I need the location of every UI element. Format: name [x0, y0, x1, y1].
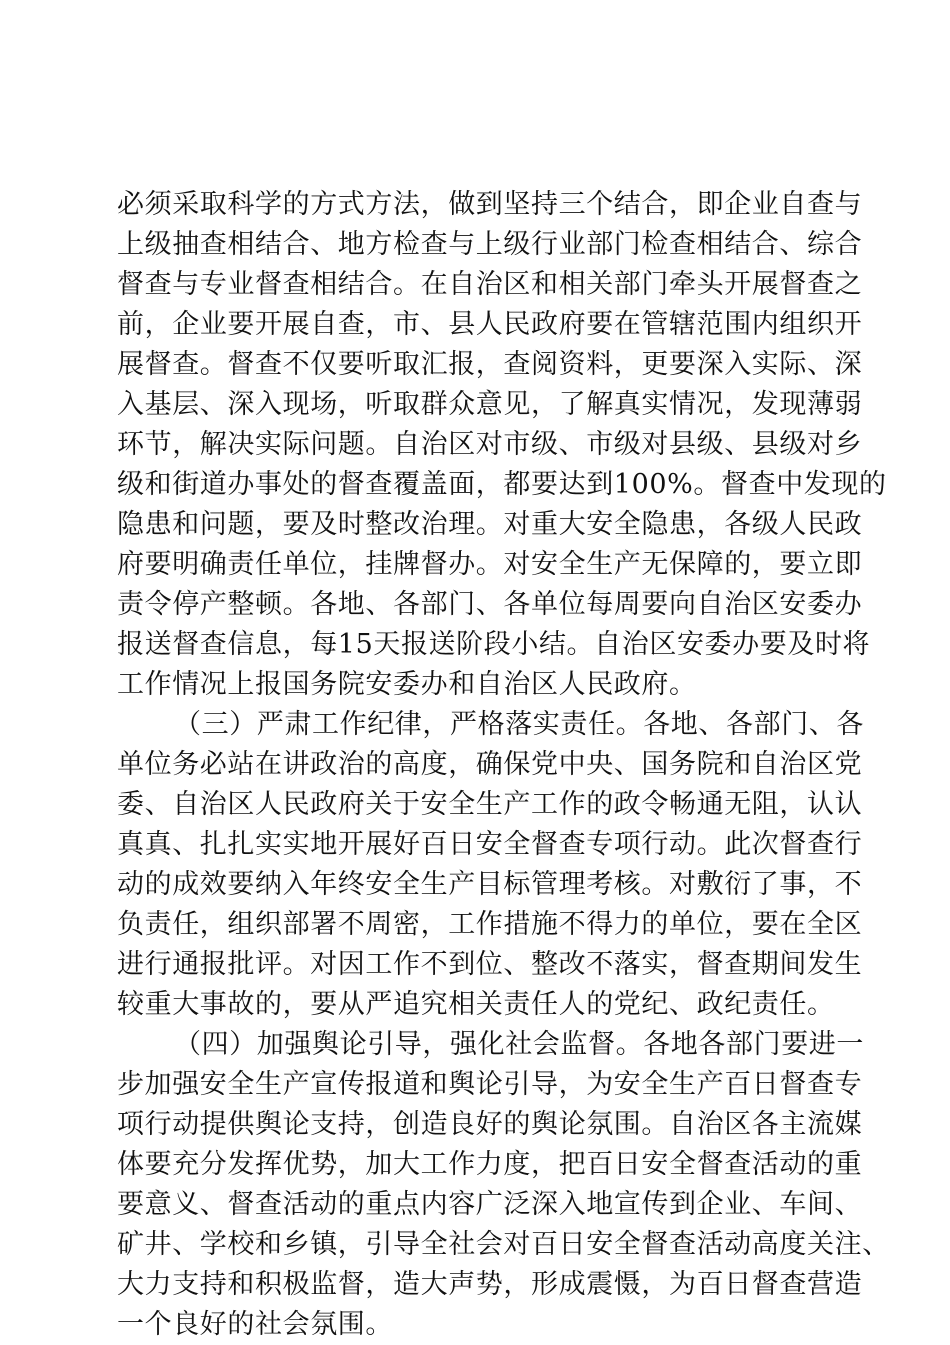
- section-heading-line: （三）严肃工作纪律，严格落实责任。各地、各部门、各: [174, 709, 864, 740]
- text-line: 上级抽查相结合、地方检查与上级行业部门检查相结合、综合: [117, 229, 863, 260]
- text-line: 必须采取科学的方式方法，做到坚持三个结合，即企业自查与: [117, 189, 863, 220]
- text-line: 真真、扎扎实实地开展好百日安全督查专项行动。此次督查行: [117, 829, 863, 860]
- text-line: 前，企业要开展自查，市、县人民政府要在管辖范围内组织开: [117, 309, 863, 340]
- text-line: 要意义、督查活动的重点内容广泛深入地宣传到企业、车间、: [117, 1189, 863, 1220]
- text-line: 步加强安全生产宣传报道和舆论引导，为安全生产百日督查专: [117, 1069, 863, 1100]
- text-line: 负责任，组织部署不周密，工作措施不得力的单位，要在全区: [117, 909, 863, 940]
- text-line: 隐患和问题，要及时整改治理。对重大安全隐患，各级人民政: [117, 509, 863, 540]
- text-line: 动的成效要纳入年终安全生产目标管理考核。对敷衍了事，不: [117, 869, 863, 900]
- text-line: 体要充分发挥优势，加大工作力度，把百日安全督查活动的重: [117, 1149, 863, 1180]
- text-line: 工作情况上报国务院安委办和自治区人民政府。: [117, 669, 697, 700]
- text-line: 级和街道办事处的督查覆盖面，都要达到100%。督查中发现的: [117, 469, 887, 500]
- text-line: 较重大事故的，要从严追究相关责任人的党纪、政纪责任。: [117, 989, 835, 1020]
- text-line: 展督查。督查不仅要听取汇报，查阅资料，更要深入实际、深: [117, 349, 863, 380]
- text-line: 进行通报批评。对因工作不到位、整改不落实，督查期间发生: [117, 949, 863, 980]
- text-line: 单位务必站在讲政治的高度，确保党中央、国务院和自治区党: [117, 749, 863, 780]
- text-line: 矿井、学校和乡镇，引导全社会对百日安全督查活动高度关注、: [117, 1229, 890, 1260]
- text-line: 督查与专业督查相结合。在自治区和相关部门牵头开展督查之: [117, 269, 863, 300]
- text-line: 报送督查信息，每15天报送阶段小结。自治区安委办要及时将: [117, 629, 871, 660]
- text-line: 环节，解决实际问题。自治区对市级、市级对县级、县级对乡: [117, 429, 863, 460]
- section-heading-line: （四）加强舆论引导，强化社会监督。各地各部门要进一: [174, 1029, 864, 1060]
- text-line: 一个良好的社会氛围。: [117, 1309, 393, 1340]
- text-line: 大力支持和积极监督，造大声势，形成震慑，为百日督查营造: [117, 1269, 863, 1300]
- text-line: 入基层、深入现场，听取群众意见，了解真实情况，发现薄弱: [117, 389, 863, 420]
- text-line: 责令停产整顿。各地、各部门、各单位每周要向自治区安委办: [117, 589, 863, 620]
- text-line: 府要明确责任单位，挂牌督办。对安全生产无保障的，要立即: [117, 549, 863, 580]
- text-line: 委、自治区人民政府关于安全生产工作的政令畅通无阻，认认: [117, 789, 863, 820]
- text-line: 项行动提供舆论支持，创造良好的舆论氛围。自治区各主流媒: [117, 1109, 863, 1140]
